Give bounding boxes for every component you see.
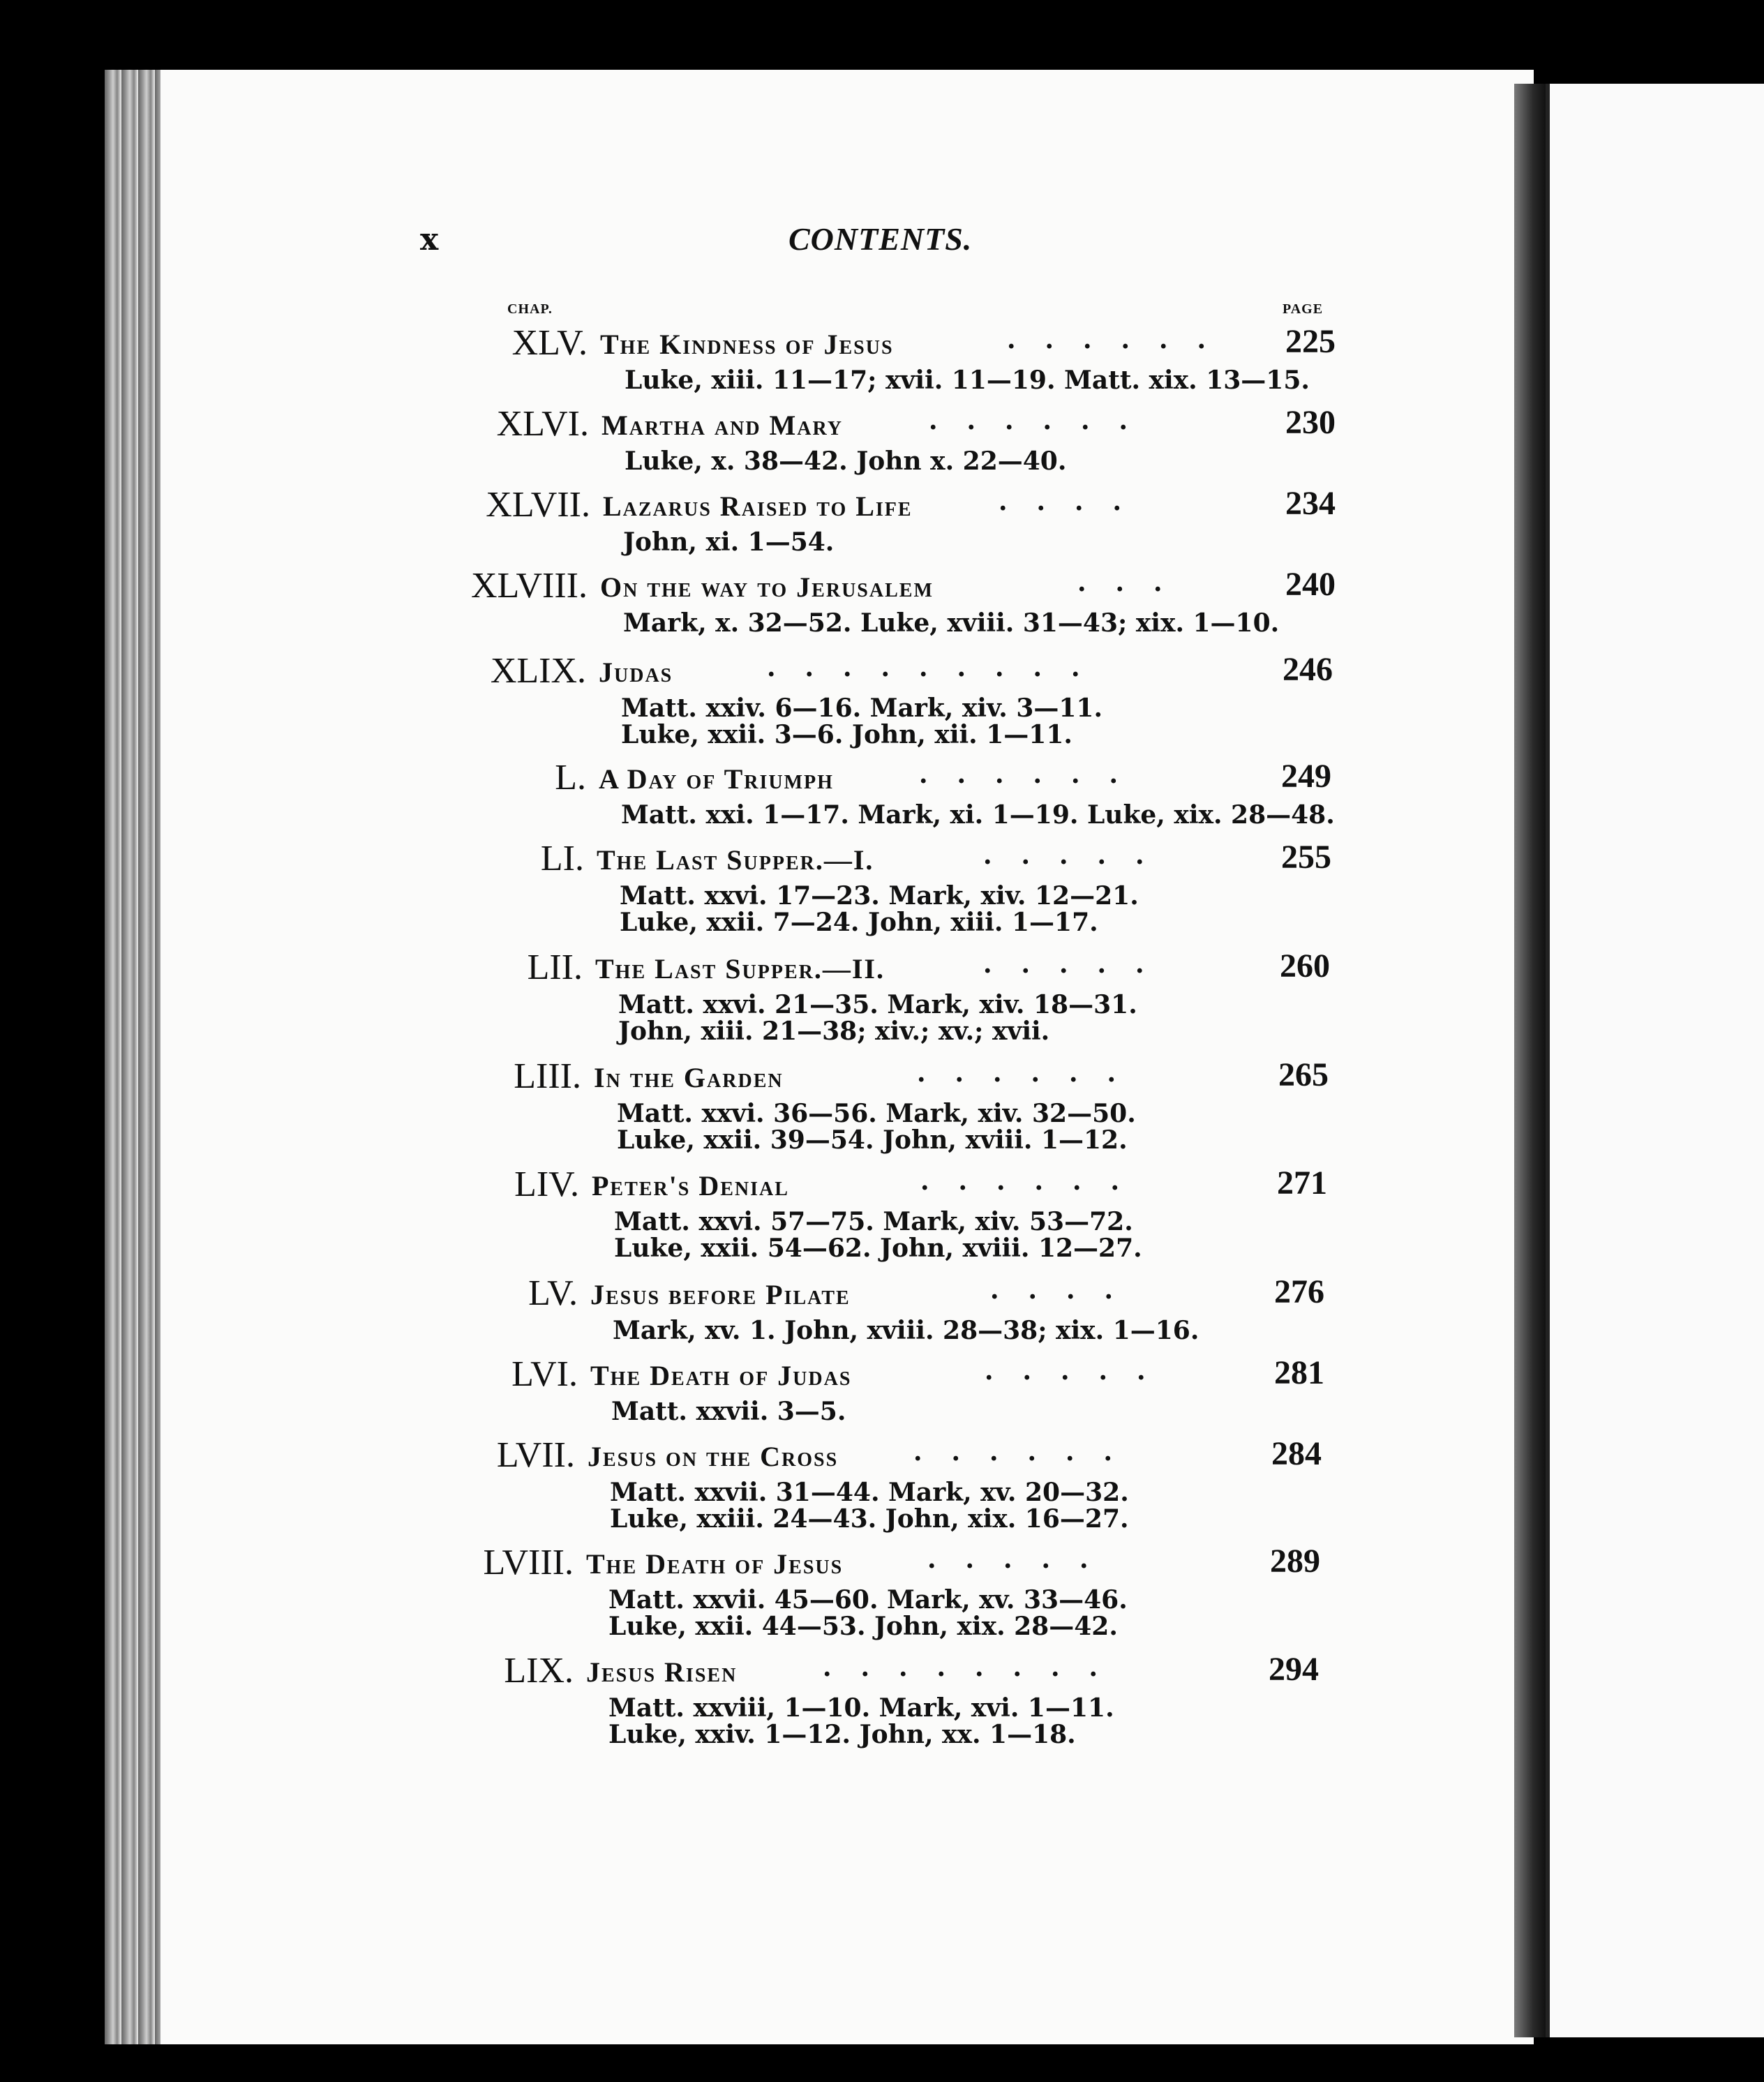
chapter-title: The Last Supper.—II. — [595, 953, 885, 984]
chapter-title: Peter's Denial — [592, 1170, 789, 1201]
chapter-title: The Death of Jesus — [586, 1548, 844, 1580]
dot-leader: ........ — [823, 1651, 1128, 1683]
dot-leader: ..... — [985, 1354, 1176, 1386]
page-number: 230 — [1285, 404, 1336, 441]
dot-leader: ...... — [921, 1164, 1149, 1197]
page-number: 276 — [1274, 1273, 1324, 1310]
chapter-column-header: CHAP. — [507, 301, 553, 317]
page-number: 294 — [1269, 1651, 1319, 1688]
page-edge — [105, 70, 160, 2044]
dot-leader: .... — [991, 1273, 1143, 1305]
chapter-numeral: LV. — [528, 1273, 578, 1313]
chapter-title: Jesus before Pilate — [590, 1279, 851, 1310]
dot-leader: ...... — [920, 758, 1148, 790]
scripture-reference: Matt. xxiv. 6—16. Mark, xiv. 3—11. — [621, 694, 1103, 723]
chapter-title: In the Garden — [594, 1062, 784, 1093]
chapter-title: Lazarus Raised to Life — [603, 490, 913, 522]
scripture-reference: Matt. xxvi. 36—56. Mark, xiv. 32—50. — [617, 1099, 1136, 1128]
page-number: 281 — [1274, 1354, 1324, 1391]
chapter-title: A Day of Triumph — [599, 763, 834, 795]
page-number: 284 — [1271, 1435, 1322, 1472]
scripture-reference: Matt. xxi. 1—17. Mark, xi. 1—19. Luke, xix. 28—48. — [621, 800, 1335, 830]
scripture-reference: Matt. xxviii, 1—10. Mark, xvi. 1—11. — [608, 1693, 1114, 1723]
chapter-numeral: LIV. — [514, 1164, 579, 1204]
page-number: 246 — [1283, 651, 1333, 688]
scripture-reference: Mark, x. 32—52. Luke, xviii. 31—43; xix. 1—10. — [623, 608, 1280, 638]
chapter-numeral: LVII. — [496, 1435, 575, 1475]
dot-leader: .... — [999, 485, 1151, 517]
chapter-numeral: XLVI. — [496, 404, 589, 444]
chapter-numeral: LI. — [540, 839, 584, 878]
dot-leader: ..... — [984, 948, 1174, 980]
dot-leader: ...... — [918, 1056, 1146, 1088]
scripture-reference: Luke, xxii. 7—24. John, xiii. 1—17. — [620, 908, 1098, 937]
page-number: 260 — [1280, 948, 1330, 984]
chapter-numeral: LIII. — [514, 1056, 581, 1096]
scripture-reference: Luke, xxiv. 1—12. John, xx. 1—18. — [608, 1720, 1076, 1749]
scripture-reference: Luke, xiii. 11—17; xvii. 11—19. Matt. xix. 13—15. — [625, 366, 1310, 395]
scripture-reference: Luke, xxiii. 24—43. John, xix. 16—27. — [610, 1504, 1129, 1534]
scripture-reference: Matt. xxvii. 31—44. Mark, xv. 20—32. — [610, 1478, 1129, 1507]
page-number-folio: x — [420, 222, 439, 257]
scripture-reference: Luke, x. 38—42. John x. 22—40. — [625, 447, 1067, 476]
chapter-title: Jesus on the Cross — [588, 1441, 839, 1472]
page-number: 271 — [1277, 1164, 1327, 1201]
chapter-numeral: LVI. — [511, 1354, 578, 1394]
scripture-reference: John, xiii. 21—38; xiv.; xv.; xvii. — [618, 1017, 1050, 1046]
chapter-title: The Last Supper.—I. — [597, 844, 874, 876]
page-number: 255 — [1281, 839, 1331, 876]
scripture-reference: Luke, xxii. 44—53. John, xix. 28—42. — [608, 1612, 1118, 1641]
chapter-title: The Kindness of Jesus — [600, 329, 894, 360]
scripture-reference: Matt. xxvii. 45—60. Mark, xv. 33—46. — [608, 1585, 1128, 1615]
scripture-reference: John, xi. 1—54. — [623, 527, 835, 557]
chapter-numeral: LII. — [527, 948, 583, 987]
book-gutter — [1514, 84, 1546, 2037]
page-number: 234 — [1285, 485, 1336, 522]
scripture-reference: Matt. xxvi. 57—75. Mark, xiv. 53—72. — [614, 1207, 1133, 1236]
dot-leader: ...... — [929, 404, 1158, 436]
chapter-numeral: XLVIII. — [470, 566, 588, 606]
chapter-title: Judas — [599, 657, 673, 688]
page-number: 225 — [1285, 323, 1336, 360]
facing-page-edge — [1546, 84, 1764, 2037]
chapter-numeral: L. — [555, 758, 586, 797]
page-number: 289 — [1270, 1543, 1320, 1580]
scripture-reference: Luke, xxii. 3—6. John, xii. 1—11. — [621, 720, 1072, 749]
chapter-title: On the way to Jerusalem — [600, 571, 934, 603]
dot-leader: ..... — [928, 1543, 1119, 1575]
chapter-numeral: XLIX. — [490, 651, 586, 691]
page-number: 240 — [1285, 566, 1336, 603]
chapter-title: Martha and Mary — [601, 410, 843, 441]
scripture-reference: Matt. xxvi. 17—23. Mark, xiv. 12—21. — [620, 881, 1139, 911]
dot-leader: ...... — [914, 1435, 1142, 1467]
scripture-reference: Matt. xxvi. 21—35. Mark, xiv. 18—31. — [618, 990, 1137, 1019]
running-head: CONTENTS. — [788, 221, 973, 257]
scripture-reference: Matt. xxvii. 3—5. — [611, 1397, 846, 1426]
page-column-header: PAGE — [1283, 301, 1324, 317]
dot-leader: ...... — [1008, 323, 1236, 355]
dot-leader: ... — [1078, 566, 1193, 598]
dot-leader: ......... — [768, 651, 1110, 683]
chapter-title: Jesus Risen — [586, 1656, 738, 1688]
chapter-title: The Death of Judas — [590, 1360, 852, 1391]
chapter-numeral: LIX. — [504, 1651, 574, 1691]
chapter-numeral: LVIII. — [483, 1543, 574, 1582]
page-number: 249 — [1281, 758, 1331, 795]
dot-leader: ..... — [984, 839, 1174, 871]
scripture-reference: Luke, xxii. 39—54. John, xviii. 1—12. — [617, 1125, 1128, 1155]
scripture-reference: Luke, xxii. 54—62. John, xviii. 12—27. — [614, 1234, 1142, 1263]
chapter-numeral: XLV. — [511, 323, 588, 363]
page-number: 265 — [1278, 1056, 1329, 1093]
scripture-reference: Mark, xv. 1. John, xviii. 28—38; xix. 1—16. — [613, 1316, 1199, 1345]
chapter-numeral: XLVII. — [486, 485, 590, 525]
